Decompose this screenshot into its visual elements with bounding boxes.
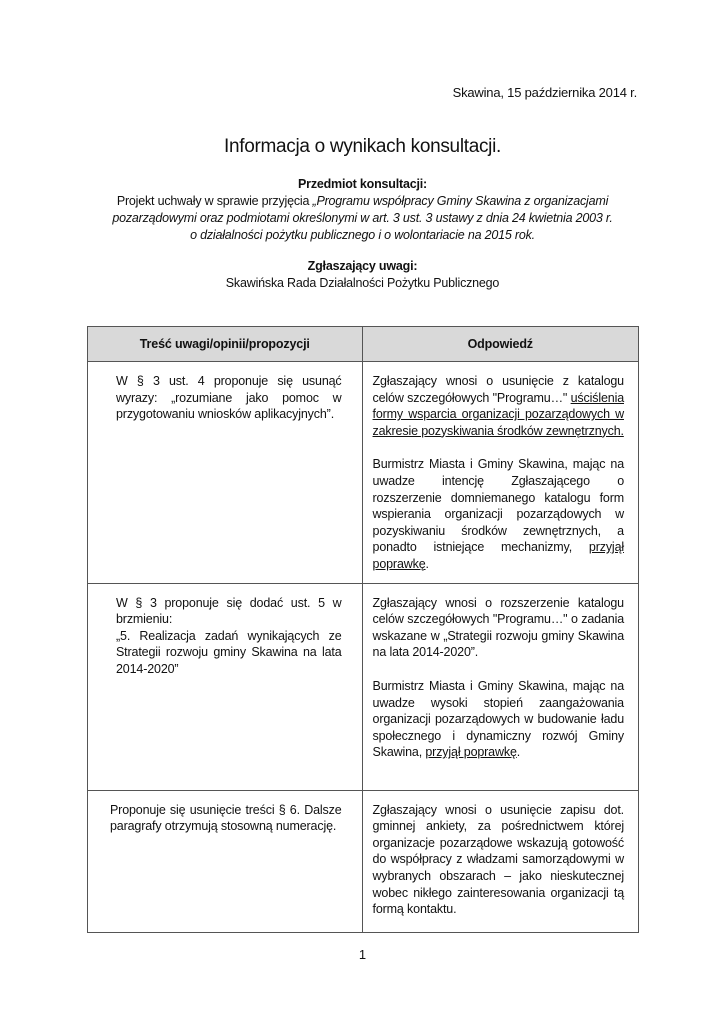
remark-line: „5. Realizacja zadań wynikających ze Strategii rozwoju gminy Skawina na lata 2014-2020” (116, 628, 342, 676)
document-title: Informacja o wynikach konsultacji. (223, 136, 502, 157)
column-header-remark: Treść uwagi/opinii/propozycji (88, 327, 363, 362)
answer-text: Zgłaszający wnosi o usunięcie z katalogu celów szczegółowych "Programu…" (372, 374, 624, 405)
remarks-table (87, 326, 639, 933)
answer-paragraph (373, 678, 624, 761)
answer-text-end: . (516, 745, 521, 760)
reporter-name: Skawińska Rada Działalności Pożytku Publicznego (225, 276, 500, 290)
answer-text: Burmistrz Miasta i Gminy Skawina, mając na uwadze wysoki stopień zaangażowania organizacji pozarządowych w budowanie ładu społecznego i dynamiczny rozwój Gminy Skawina, (372, 678, 624, 760)
consultation-subject (0, 176, 725, 244)
answer-cell (362, 583, 638, 790)
reporter-heading: Zgłaszający uwagi: (307, 259, 418, 273)
answer-underlined-text: przyjął poprawkę (372, 540, 624, 571)
answer-underlined-text: uściślenia formy wsparcia organizacji pozarządowych w zakresie pozyskiwania środków zewnętrznych. (372, 390, 624, 438)
subject-line-2: pozarządowymi oraz podmiotami określonymi w art. 3 ust. 3 ustawy z dnia 24 kwietnia 2003 r. (112, 211, 613, 225)
answer-cell (362, 790, 638, 932)
document-date: Skawina, 15 października 2014 r. (452, 85, 637, 100)
remark-line: W § 3 proponuje się dodać ust. 5 w brzmieniu: (116, 595, 342, 627)
answer-paragraph (373, 373, 624, 439)
answer-paragraph (373, 595, 624, 661)
answer-text: Zgłaszający wnosi o usunięcie zapisu dot. gminnej ankiety, za pośrednictwem której organizacje pozarządowe wskazują gotowość do współpracy z władzami samorządowymi w wybranych obszarach – jako nieskutecznej wobec nikłego zainteresowania organizacji tą formą kontaktu. (372, 802, 624, 917)
answer-cell (362, 362, 638, 584)
subject-line-1-plain: Projekt uchwały w sprawie przyjęcia (116, 194, 313, 208)
page-number: 1 (358, 947, 367, 962)
table-row (88, 362, 639, 584)
answer-text: Zgłaszający wnosi o rozszerzenie katalogu celów szczegółowych "Programu…" o zadania wskazane w „Strategii rozwoju gminy Skawina na lata 2014-2020”. (372, 595, 624, 660)
subject-line-1-italic: „Programu współpracy Gminy Skawina z organizacjami (312, 194, 609, 208)
remark-cell: Proponuje się usunięcie treści § 6. Dalsze paragrafy otrzymują stosowną numerację. (88, 790, 363, 932)
table-header-row (88, 327, 639, 362)
remark-cell: W § 3 ust. 4 proponuje się usunąć wyrazy: „rozumiane jako pomoc w przygotowaniu wniosków aplikacyjnych”. (88, 362, 363, 584)
table-row (88, 790, 639, 932)
answer-text-end: . (425, 556, 429, 571)
column-header-answer: Odpowiedź (362, 327, 638, 362)
reporter-section (0, 258, 725, 292)
subject-line-1 (0, 193, 725, 210)
subject-line-3: o działalności pożytku publicznego i o wolontariacie na 2015 rok. (190, 228, 535, 242)
remark-cell (88, 583, 363, 790)
answer-underlined-text: przyjął poprawkę (425, 745, 517, 760)
answer-text: Burmistrz Miasta i Gminy Skawina, mając na uwadze intencję Zgłaszającego o rozszerzenie domniemanego katalogu form wspierania organizacji pozarządowych w pozyskiwaniu środków zewnętrznych, a ponadto istniejące mechanizmy, (372, 457, 624, 555)
table-row (88, 583, 639, 790)
answer-paragraph (373, 802, 624, 918)
subject-heading: Przedmiot konsultacji: (298, 177, 427, 191)
answer-paragraph (373, 456, 624, 572)
